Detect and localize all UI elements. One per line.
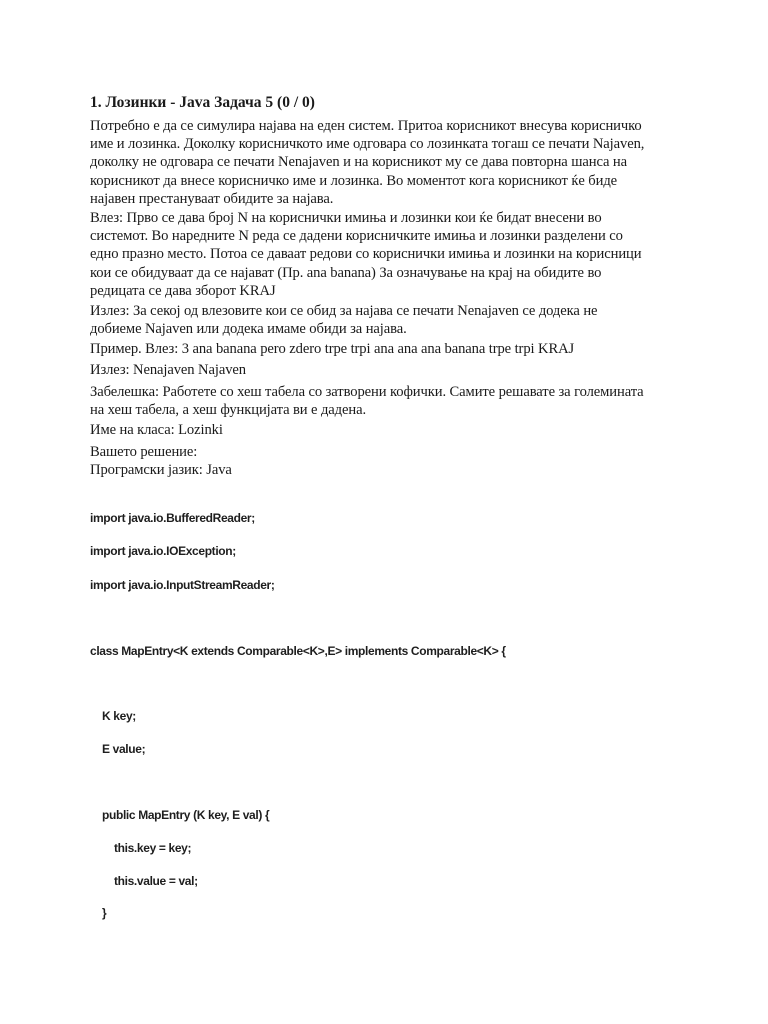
description-line: корисникот да внесе корисничко име и лозинка. Во моментот кога корисникот ќе биде bbox=[90, 172, 618, 189]
example-input bbox=[90, 340, 690, 358]
output-spec-line: Излез: За секој од влезовите кои се обид за најава се печати Nenajaven се додека не bbox=[90, 303, 598, 319]
code-field-value: E value; bbox=[102, 742, 146, 756]
input-spec-line: редицата се дава зборот KRAJ bbox=[90, 282, 276, 299]
description-line: Потребно е да се симулира најава на еден систем. Притоа корисникот внесува корисничко bbox=[90, 118, 642, 134]
input-spec-line: системот. Во наредните N реда се дадени корисничките имиња и лозинки разделени со bbox=[90, 228, 623, 245]
class-name bbox=[90, 421, 690, 439]
code-import-ioexception: import java.io.IOException; bbox=[90, 544, 236, 558]
code-constructor-assign-key: this.key = key; bbox=[114, 841, 192, 855]
note-line: на хеш табела, а хеш функцијата ви е дадена. bbox=[90, 402, 367, 419]
output-spec-line: добиеме Najaven или додека имаме обиди за најава. bbox=[90, 321, 407, 338]
note bbox=[90, 383, 690, 419]
example-output-line: Излез: Nenajaven Najaven bbox=[90, 362, 246, 378]
note-line: Забелешка: Работете со хеш табела со затворени кофички. Самите решавате за големината bbox=[90, 384, 644, 400]
class-name-line: Име на класа: Lozinki bbox=[90, 422, 223, 438]
code-class-declaration: class MapEntry<K extends Comparable<K>,E> implements Comparable<K> { bbox=[90, 644, 506, 658]
solution-label bbox=[90, 443, 690, 479]
code-field-key: K key; bbox=[102, 709, 136, 723]
output-specification bbox=[90, 302, 690, 338]
code-constructor-declaration: public MapEntry (K key, E val) { bbox=[102, 808, 270, 822]
input-spec-line: едно празно место. Потоа се даваат редови со кориснички имиња и лозинки на корисници bbox=[90, 246, 642, 263]
solution-label-line: Вашето решение: bbox=[90, 444, 198, 460]
example-input-line: Пример. Влез: 3 ana banana pero zdero trpe trpi ana ana ana banana trpe trpi KRAJ bbox=[90, 341, 575, 357]
language-label: Програмски јазик: Java bbox=[90, 462, 232, 479]
description-line: најавен престануваат обидите за најава. bbox=[90, 190, 334, 207]
input-specification bbox=[90, 209, 690, 300]
code-constructor-close: } bbox=[102, 906, 107, 920]
code-import-bufferedreader: import java.io.BufferedReader; bbox=[90, 511, 255, 525]
description-line: име и лозинка. Доколку корисничкото име одговара со лозинката тогаш се печати Najaven, bbox=[90, 136, 645, 153]
task-title: 1. Лозинки - Java Задача 5 (0 / 0) bbox=[90, 94, 315, 111]
task-description bbox=[90, 117, 690, 208]
example-output bbox=[90, 361, 690, 379]
code-constructor-assign-value: this.value = val; bbox=[114, 874, 198, 888]
input-spec-line: кои се обидуваат да се најават (Пр. ana banana) За означување на крај на обидите во bbox=[90, 264, 602, 281]
code-import-inputstreamreader: import java.io.InputStreamReader; bbox=[90, 578, 275, 592]
description-line: доколку не одговара се печати Nenajaven и на корисникот му се дава повторна шанса на bbox=[90, 154, 628, 171]
input-spec-line: Влез: Прво се дава број N на кориснички имиња и лозинки кои ќе бидат внесени во bbox=[90, 210, 602, 226]
